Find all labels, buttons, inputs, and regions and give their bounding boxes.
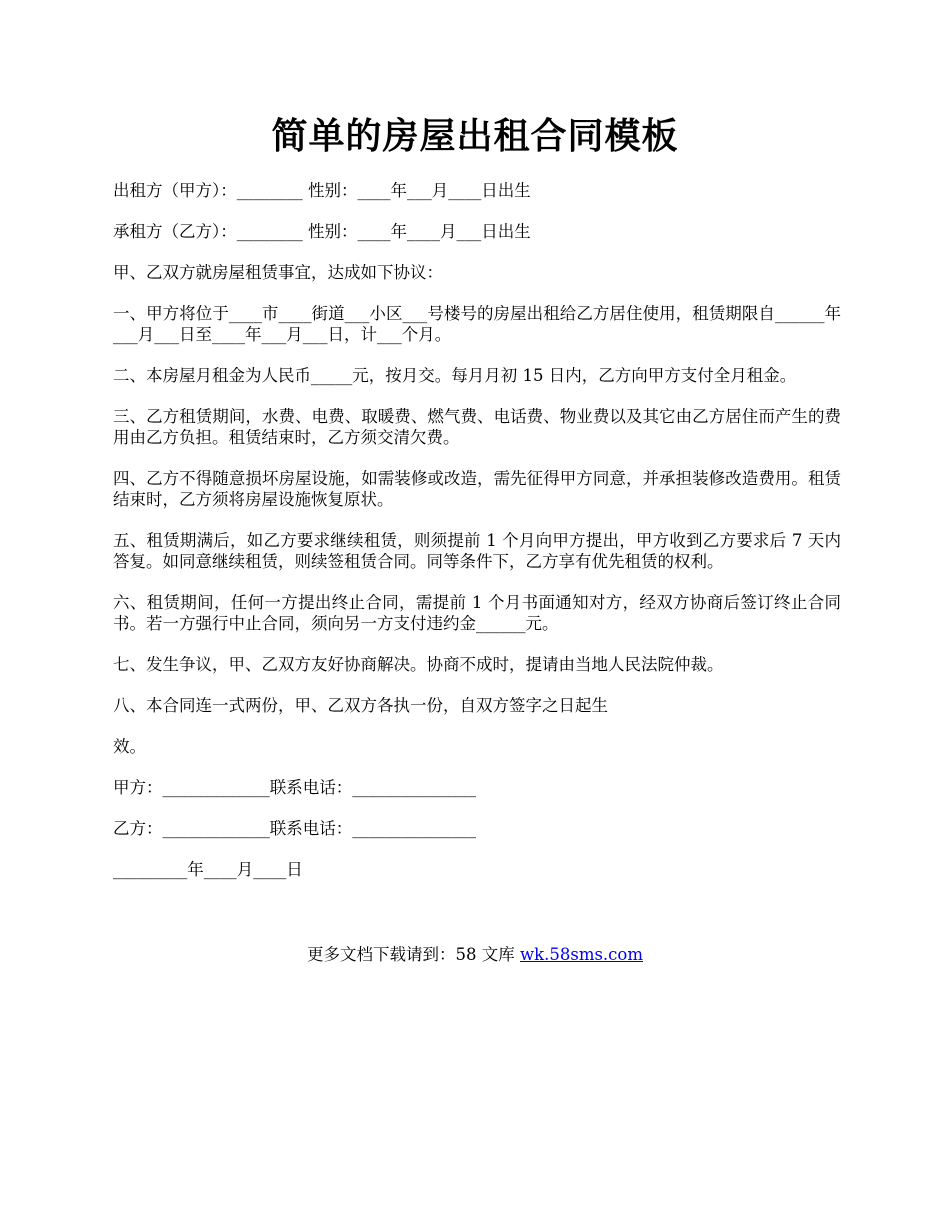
clause-8-continued: 效。 bbox=[113, 737, 146, 756]
document-title: 简单的房屋出租合同模板 bbox=[271, 115, 679, 157]
clause-2: 二、本房屋月租金为人民币_____元，按月交。每月月初 15 日内，乙方向甲方支付全月租金。 bbox=[113, 366, 797, 385]
clause-1: 一、甲方将位于____市____街道___小区___号楼号的房屋出租给乙方居住使用，租赁期限自______年___月___日至____年___月___日，计___个月。 bbox=[113, 304, 842, 344]
clause-3: 三、乙方租赁期间，水费、电费、取暖费、燃气费、电话费、物业费以及其它由乙方居住而产生的费用由乙方负担。租赁结束时，乙方须交清欠费。 bbox=[113, 407, 841, 447]
clause-7: 七、发生争议，甲、乙双方友好协商解决。协商不成时，提请由当地人民法院仲裁。 bbox=[113, 655, 724, 674]
document-body bbox=[113, 180, 841, 900]
agreement-intro: 甲、乙双方就房屋租赁事宜，达成如下协议： bbox=[113, 263, 443, 282]
date-line: _________年____月____日 bbox=[113, 860, 303, 879]
footer-prefix: 更多文档下载请到：58 文库 bbox=[306, 945, 520, 964]
clause-8: 八、本合同连一式两份，甲、乙双方各执一份，自双方签字之日起生 bbox=[113, 696, 608, 715]
lessee-line: 承租方（乙方）：________ 性别：____年____月___日出生 bbox=[113, 222, 531, 241]
party-a-signature-line: 甲方：_____________联系电话：_______________ bbox=[113, 778, 476, 797]
footer bbox=[0, 944, 950, 966]
clause-4: 四、乙方不得随意损坏房屋设施，如需装修或改造，需先征得甲方同意，并承担装修改造费用。租赁结束时，乙方须将房屋设施恢复原状。 bbox=[113, 469, 841, 509]
lessor-line: 出租方（甲方）：________ 性别：____年___月____日出生 bbox=[113, 181, 531, 200]
clause-6: 六、租赁期间，任何一方提出终止合同，需提前 1 个月书面通知对方，经双方协商后签订终止合同书。若一方强行中止合同，须向另一方支付违约金______元。 bbox=[113, 593, 841, 633]
clause-5: 五、租赁期满后，如乙方要求继续租赁，则须提前 1 个月向甲方提出，甲方收到乙方要求后 7 天内答复。如同意继续租赁，则续签租赁合同。同等条件下，乙方享有优先租赁的权利。 bbox=[113, 531, 841, 571]
footer-link[interactable]: wk.58sms.com bbox=[519, 945, 643, 964]
party-b-signature-line: 乙方：_____________联系电话：_______________ bbox=[113, 819, 476, 838]
